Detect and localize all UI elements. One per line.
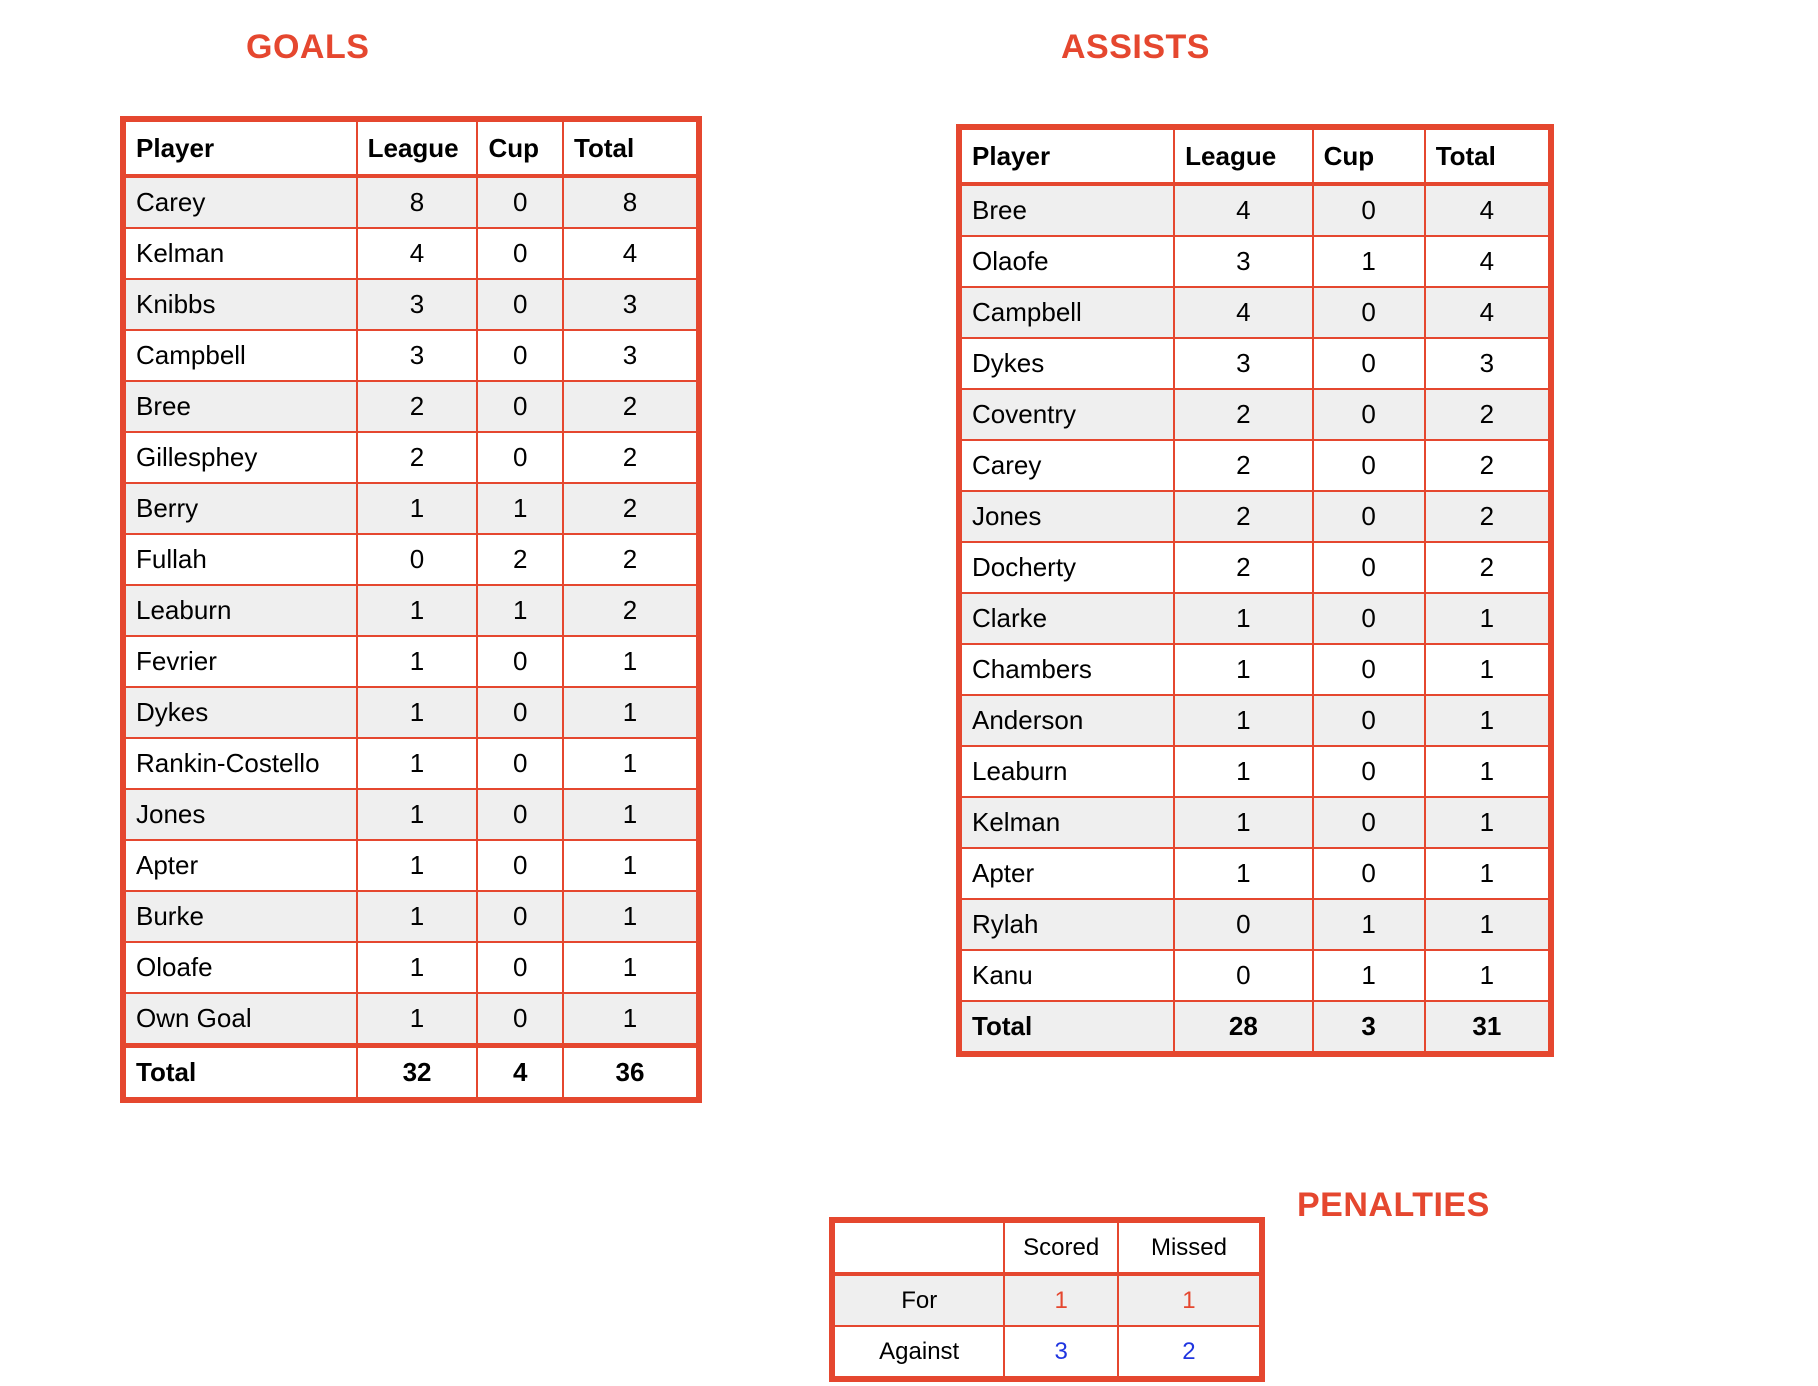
cell-name: Carey <box>959 440 1174 491</box>
cell-league: 4 <box>357 228 478 279</box>
cell-total: 2 <box>1425 440 1551 491</box>
cell-name: Leaburn <box>959 746 1174 797</box>
cell-cup: 0 <box>1313 593 1425 644</box>
cell-name: Fullah <box>123 534 357 585</box>
assists-header-row <box>959 127 1551 184</box>
cell-total: 1 <box>563 738 699 789</box>
cell-total: 2 <box>563 381 699 432</box>
cell-name: Apter <box>959 848 1174 899</box>
cell-total: 2 <box>563 432 699 483</box>
cell-league: 0 <box>357 534 478 585</box>
cell-league: 1 <box>357 891 478 942</box>
total-cup: 3 <box>1313 1001 1425 1054</box>
cell-league: 0 <box>1174 899 1312 950</box>
cell-total: 2 <box>563 534 699 585</box>
cell-league: 1 <box>1174 593 1312 644</box>
cell-league: 2 <box>357 381 478 432</box>
for-missed-value: 1 <box>1118 1274 1262 1326</box>
cell-league: 1 <box>1174 797 1312 848</box>
table-row <box>123 993 699 1046</box>
cell-total: 2 <box>1425 542 1551 593</box>
cell-name: Jones <box>123 789 357 840</box>
table-row <box>959 542 1551 593</box>
cell-league: 0 <box>1174 950 1312 1001</box>
cell-total: 4 <box>1425 184 1551 236</box>
cell-league: 1 <box>357 738 478 789</box>
cell-name: Bree <box>959 184 1174 236</box>
cell-total: 1 <box>1425 899 1551 950</box>
table-row <box>959 746 1551 797</box>
cell-name: Leaburn <box>123 585 357 636</box>
cell-total: 8 <box>563 176 699 228</box>
table-row <box>959 389 1551 440</box>
total-total: 31 <box>1425 1001 1551 1054</box>
cell-total: 1 <box>563 687 699 738</box>
cell-cup: 0 <box>477 891 563 942</box>
total-league: 32 <box>357 1046 478 1101</box>
penalties-header-blank <box>832 1220 1004 1274</box>
column-header-missed: Missed <box>1118 1220 1262 1274</box>
cell-total: 2 <box>1425 491 1551 542</box>
cell-total: 1 <box>1425 695 1551 746</box>
cell-total: 1 <box>1425 848 1551 899</box>
cell-name: Anderson <box>959 695 1174 746</box>
assists-table <box>956 124 1554 1057</box>
cell-name: Kelman <box>959 797 1174 848</box>
table-row <box>959 593 1551 644</box>
cell-cup: 0 <box>477 279 563 330</box>
cell-league: 3 <box>1174 338 1312 389</box>
table-row <box>123 279 699 330</box>
cell-name: Kanu <box>959 950 1174 1001</box>
cell-cup: 0 <box>1313 389 1425 440</box>
cell-total: 1 <box>1425 746 1551 797</box>
column-header-player: Player <box>959 127 1174 184</box>
cell-league: 1 <box>357 789 478 840</box>
cell-cup: 0 <box>477 942 563 993</box>
cell-name: Berry <box>123 483 357 534</box>
cell-league: 1 <box>357 942 478 993</box>
penalties-header-row <box>832 1220 1262 1274</box>
cell-total: 1 <box>563 891 699 942</box>
cell-cup: 0 <box>477 228 563 279</box>
cell-league: 4 <box>1174 184 1312 236</box>
goals-table <box>120 116 702 1103</box>
cell-cup: 0 <box>477 432 563 483</box>
total-name: Total <box>959 1001 1174 1054</box>
cell-name: Kelman <box>123 228 357 279</box>
table-row <box>123 483 699 534</box>
against-missed-value: 2 <box>1118 1326 1262 1379</box>
table-row <box>123 534 699 585</box>
cell-name: Docherty <box>959 542 1174 593</box>
cell-name: Fevrier <box>123 636 357 687</box>
table-row <box>123 585 699 636</box>
cell-name: Apter <box>123 840 357 891</box>
table-row <box>123 228 699 279</box>
cell-cup: 0 <box>477 789 563 840</box>
total-total: 36 <box>563 1046 699 1101</box>
cell-cup: 1 <box>477 585 563 636</box>
cell-total: 2 <box>1425 389 1551 440</box>
cell-league: 3 <box>357 330 478 381</box>
cell-total: 1 <box>1425 593 1551 644</box>
cell-name: Burke <box>123 891 357 942</box>
cell-name: Jones <box>959 491 1174 542</box>
cell-total: 2 <box>563 483 699 534</box>
cell-league: 2 <box>1174 542 1312 593</box>
cell-cup: 0 <box>1313 695 1425 746</box>
cell-league: 2 <box>1174 389 1312 440</box>
cell-cup: 0 <box>477 687 563 738</box>
cell-total: 1 <box>1425 950 1551 1001</box>
table-row <box>123 891 699 942</box>
cell-cup: 0 <box>1313 491 1425 542</box>
table-row <box>959 695 1551 746</box>
cell-league: 2 <box>357 432 478 483</box>
column-header-total: Total <box>1425 127 1551 184</box>
cell-name: Chambers <box>959 644 1174 695</box>
goals-header-row <box>123 119 699 176</box>
cell-name: Own Goal <box>123 993 357 1046</box>
column-header-player: Player <box>123 119 357 176</box>
table-row <box>959 797 1551 848</box>
cell-cup: 0 <box>477 840 563 891</box>
cell-total: 1 <box>1425 644 1551 695</box>
cell-cup: 0 <box>477 176 563 228</box>
column-header-league: League <box>1174 127 1312 184</box>
cell-cup: 0 <box>1313 644 1425 695</box>
cell-cup: 0 <box>1313 184 1425 236</box>
cell-name: Knibbs <box>123 279 357 330</box>
goals-table-body <box>123 176 699 1100</box>
assists-table-body <box>959 184 1551 1054</box>
goals-heading: GOALS <box>246 28 370 66</box>
table-row <box>123 942 699 993</box>
total-name: Total <box>123 1046 357 1101</box>
column-header-scored: Scored <box>1004 1220 1118 1274</box>
cell-name: Oloafe <box>123 942 357 993</box>
table-row <box>959 184 1551 236</box>
penalties-heading: PENALTIES <box>1297 1186 1490 1224</box>
cell-cup: 1 <box>1313 236 1425 287</box>
cell-total: 3 <box>563 330 699 381</box>
cell-league: 1 <box>357 687 478 738</box>
penalties-row-against <box>832 1326 1262 1379</box>
row-label-against: Against <box>832 1326 1004 1379</box>
column-header-league: League <box>357 119 478 176</box>
cell-name: Gillesphey <box>123 432 357 483</box>
column-header-total: Total <box>563 119 699 176</box>
cell-total: 1 <box>563 993 699 1046</box>
column-header-cup: Cup <box>477 119 563 176</box>
cell-total: 3 <box>1425 338 1551 389</box>
table-row <box>123 636 699 687</box>
cell-league: 1 <box>1174 746 1312 797</box>
table-row <box>123 789 699 840</box>
table-row <box>959 287 1551 338</box>
cell-total: 1 <box>563 789 699 840</box>
cell-league: 1 <box>357 585 478 636</box>
table-row <box>959 899 1551 950</box>
cell-total: 2 <box>563 585 699 636</box>
cell-cup: 1 <box>1313 899 1425 950</box>
cell-total: 1 <box>563 840 699 891</box>
against-scored-value: 3 <box>1004 1326 1118 1379</box>
penalties-table <box>829 1217 1265 1382</box>
cell-league: 1 <box>1174 644 1312 695</box>
table-row <box>959 491 1551 542</box>
cell-league: 2 <box>1174 440 1312 491</box>
total-row <box>123 1046 699 1101</box>
cell-name: Dykes <box>959 338 1174 389</box>
column-header-cup: Cup <box>1313 127 1425 184</box>
table-row <box>959 644 1551 695</box>
table-row <box>123 738 699 789</box>
total-cup: 4 <box>477 1046 563 1101</box>
cell-league: 1 <box>357 993 478 1046</box>
cell-name: Clarke <box>959 593 1174 644</box>
cell-cup: 2 <box>477 534 563 585</box>
cell-league: 3 <box>357 279 478 330</box>
cell-league: 2 <box>1174 491 1312 542</box>
cell-cup: 0 <box>1313 797 1425 848</box>
table-row <box>123 381 699 432</box>
cell-total: 4 <box>1425 236 1551 287</box>
cell-cup: 1 <box>1313 950 1425 1001</box>
cell-name: Rylah <box>959 899 1174 950</box>
cell-name: Campbell <box>959 287 1174 338</box>
cell-cup: 0 <box>1313 542 1425 593</box>
cell-cup: 1 <box>477 483 563 534</box>
table-row <box>959 236 1551 287</box>
total-league: 28 <box>1174 1001 1312 1054</box>
total-row <box>959 1001 1551 1054</box>
row-label-for: For <box>832 1274 1004 1326</box>
cell-cup: 0 <box>477 381 563 432</box>
cell-league: 1 <box>1174 848 1312 899</box>
cell-cup: 0 <box>1313 848 1425 899</box>
cell-league: 8 <box>357 176 478 228</box>
cell-total: 1 <box>1425 797 1551 848</box>
cell-league: 1 <box>357 840 478 891</box>
table-row <box>123 176 699 228</box>
cell-cup: 0 <box>1313 746 1425 797</box>
cell-name: Campbell <box>123 330 357 381</box>
table-row <box>123 840 699 891</box>
cell-name: Dykes <box>123 687 357 738</box>
cell-name: Coventry <box>959 389 1174 440</box>
cell-name: Carey <box>123 176 357 228</box>
table-row <box>959 440 1551 491</box>
table-row <box>959 950 1551 1001</box>
cell-league: 1 <box>357 483 478 534</box>
cell-cup: 0 <box>1313 338 1425 389</box>
cell-league: 3 <box>1174 236 1312 287</box>
cell-cup: 0 <box>477 330 563 381</box>
cell-total: 1 <box>563 942 699 993</box>
cell-cup: 0 <box>477 993 563 1046</box>
cell-total: 3 <box>563 279 699 330</box>
cell-name: Bree <box>123 381 357 432</box>
cell-total: 4 <box>563 228 699 279</box>
assists-heading: ASSISTS <box>1061 28 1210 66</box>
table-row <box>959 848 1551 899</box>
table-row <box>123 330 699 381</box>
cell-league: 1 <box>1174 695 1312 746</box>
cell-cup: 0 <box>1313 287 1425 338</box>
cell-league: 1 <box>357 636 478 687</box>
table-row <box>123 432 699 483</box>
table-row <box>123 687 699 738</box>
penalties-row-for <box>832 1274 1262 1326</box>
cell-cup: 0 <box>477 636 563 687</box>
cell-cup: 0 <box>1313 440 1425 491</box>
for-scored-value: 1 <box>1004 1274 1118 1326</box>
cell-league: 4 <box>1174 287 1312 338</box>
cell-cup: 0 <box>477 738 563 789</box>
cell-total: 4 <box>1425 287 1551 338</box>
cell-name: Olaofe <box>959 236 1174 287</box>
cell-name: Rankin-Costello <box>123 738 357 789</box>
cell-total: 1 <box>563 636 699 687</box>
table-row <box>959 338 1551 389</box>
